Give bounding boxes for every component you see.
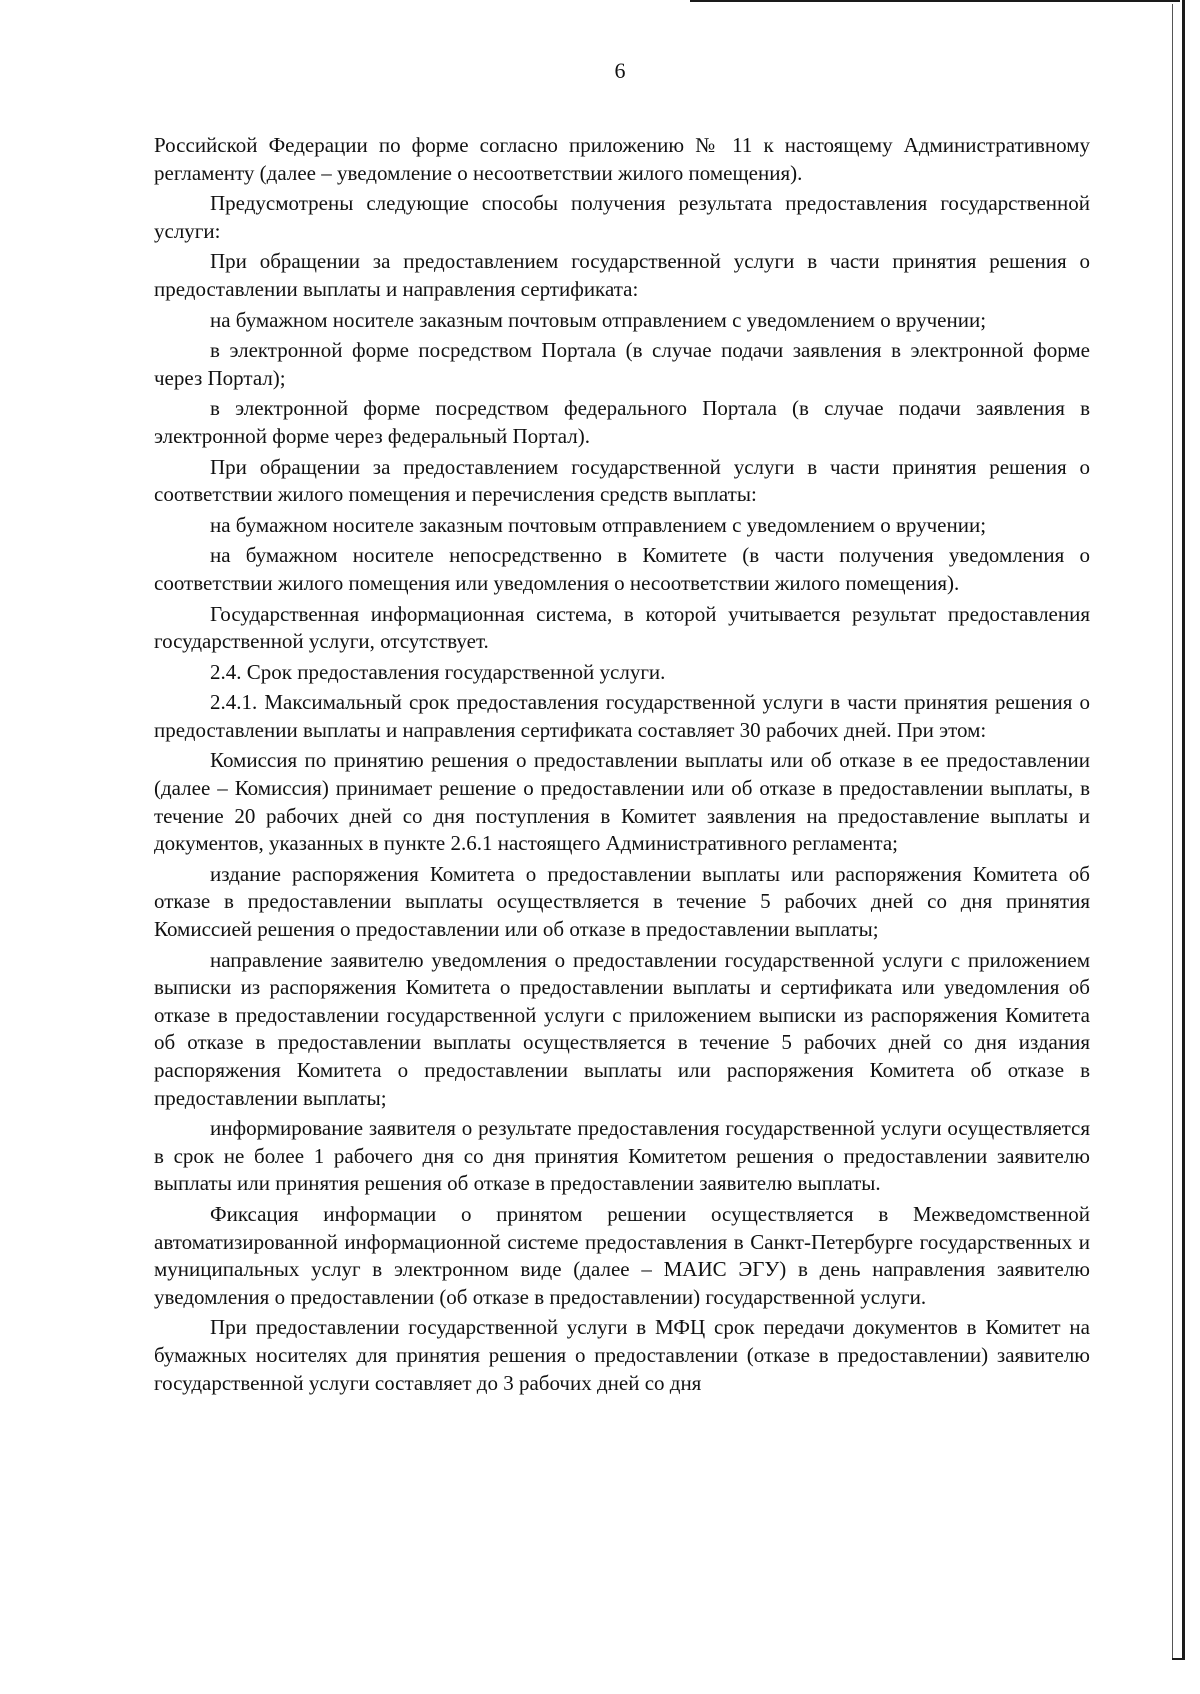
scan-border-right-inner	[1172, 4, 1173, 1659]
section-heading: 2.4. Срок предоставления государственной услуги.	[210, 659, 666, 684]
paragraph: на бумажном носителе заказным почтовым отправлением с уведомлением о вручении;	[210, 307, 987, 332]
paragraph: информирование заявителя о результате предоставления государственной услуги осуществляется в срок не более 1 рабочего дня со дня принятия Комитетом решения о предоставлении заявителю выплаты или принятия решения об отказе в предоставлении заявителю выплаты.	[154, 1116, 1090, 1196]
paragraph: Предусмотрены следующие способы получения результата предоставления государственной услуги:	[154, 191, 1090, 243]
paragraph: в электронной форме посредством Портала (в случае подачи заявления в электронной форме через Портал);	[154, 338, 1090, 390]
paragraph: в электронной форме посредством федерального Портала (в случае подачи заявления в электронной форме через федеральный Портал).	[154, 396, 1090, 448]
paragraph: При обращении за предоставлением государственной услуги в части принятия решения о предоставлении выплаты и направления сертификата:	[154, 249, 1090, 301]
scan-border-top	[690, 0, 1180, 2]
paragraph: При предоставлении государственной услуги в МФЦ срок передачи документов в Комитет на бумажных носителях для принятия решения о предоставлении (отказе в предоставлении) заявителю государственной услуги составляет до 3 рабочих дней со дня	[154, 1315, 1090, 1395]
paragraph: Российской Федерации по форме согласно приложению № 11 к настоящему Административному регламенту (далее – уведомление о несоответствии жилого помещения).	[154, 133, 1090, 185]
page-number: 6	[614, 58, 626, 83]
paragraph: Комиссия по принятию решения о предоставлении выплаты или об отказе в ее предоставлении (далее – Комиссия) принимает решение о предоставлении или об отказе в предоставлении выплаты, в течение 20 рабочих дней со дня поступления в Комитет заявления на предоставление выплаты и документов, указанных в пункте 2.6.1 настоящего Административного регламента;	[154, 748, 1090, 856]
scan-border-right	[1182, 0, 1185, 1660]
paragraph: Государственная информационная система, в которой учитывается результат предоставления государственной услуги, отсутствует.	[154, 601, 1090, 654]
paragraph: направление заявителю уведомления о предоставлении государственной услуги с приложением выписки из распоряжения Комитета о предоставлении выплаты и сертификата или уведомления об отказе в предоставлении государственной услуги с приложением выписки из распоряжения Комитета об отказе в предоставлении выплаты осуществляется в течение 5 рабочих дней со дня издания распоряжения Комитета о предоставлении выплаты или распоряжения Комитета об отказе в предоставлении выплаты;	[154, 947, 1090, 1110]
document-body	[154, 132, 1090, 1397]
paragraph: на бумажном носителе непосредственно в Комитете (в части получения уведомления о соответствии жилого помещения или уведомления о несоответствии жилого помещения).	[154, 543, 1090, 595]
paragraph: на бумажном носителе заказным почтовым отправлением с уведомлением о вручении;	[210, 512, 987, 537]
paragraph: издание распоряжения Комитета о предоставлении выплаты или распоряжения Комитета об отказе в предоставлении выплаты осуществляется в течение 5 рабочих дней со дня принятия Комиссией решения о предоставлении или об отказе в предоставлении выплаты;	[154, 861, 1090, 942]
scan-border-bottom	[1172, 1658, 1185, 1660]
paragraph: При обращении за предоставлением государственной услуги в части принятия решения о соответствии жилого помещения и перечисления средств выплаты:	[154, 454, 1090, 507]
paragraph: Фиксация информации о принятом решении осуществляется в Межведомственной автоматизированной информационной системе предоставления в Санкт-Петербурге государственных и муниципальных услуг в электронном виде (далее – МАИС ЭГУ) в день направления заявителю уведомления о предоставлении (об отказе в предоставлении) государственной услуги.	[154, 1201, 1090, 1309]
paragraph: 2.4.1. Максимальный срок предоставления государственной услуги в части принятия решения о предоставлении выплаты и направления сертификата составляет 30 рабочих дней. При этом:	[154, 690, 1090, 742]
